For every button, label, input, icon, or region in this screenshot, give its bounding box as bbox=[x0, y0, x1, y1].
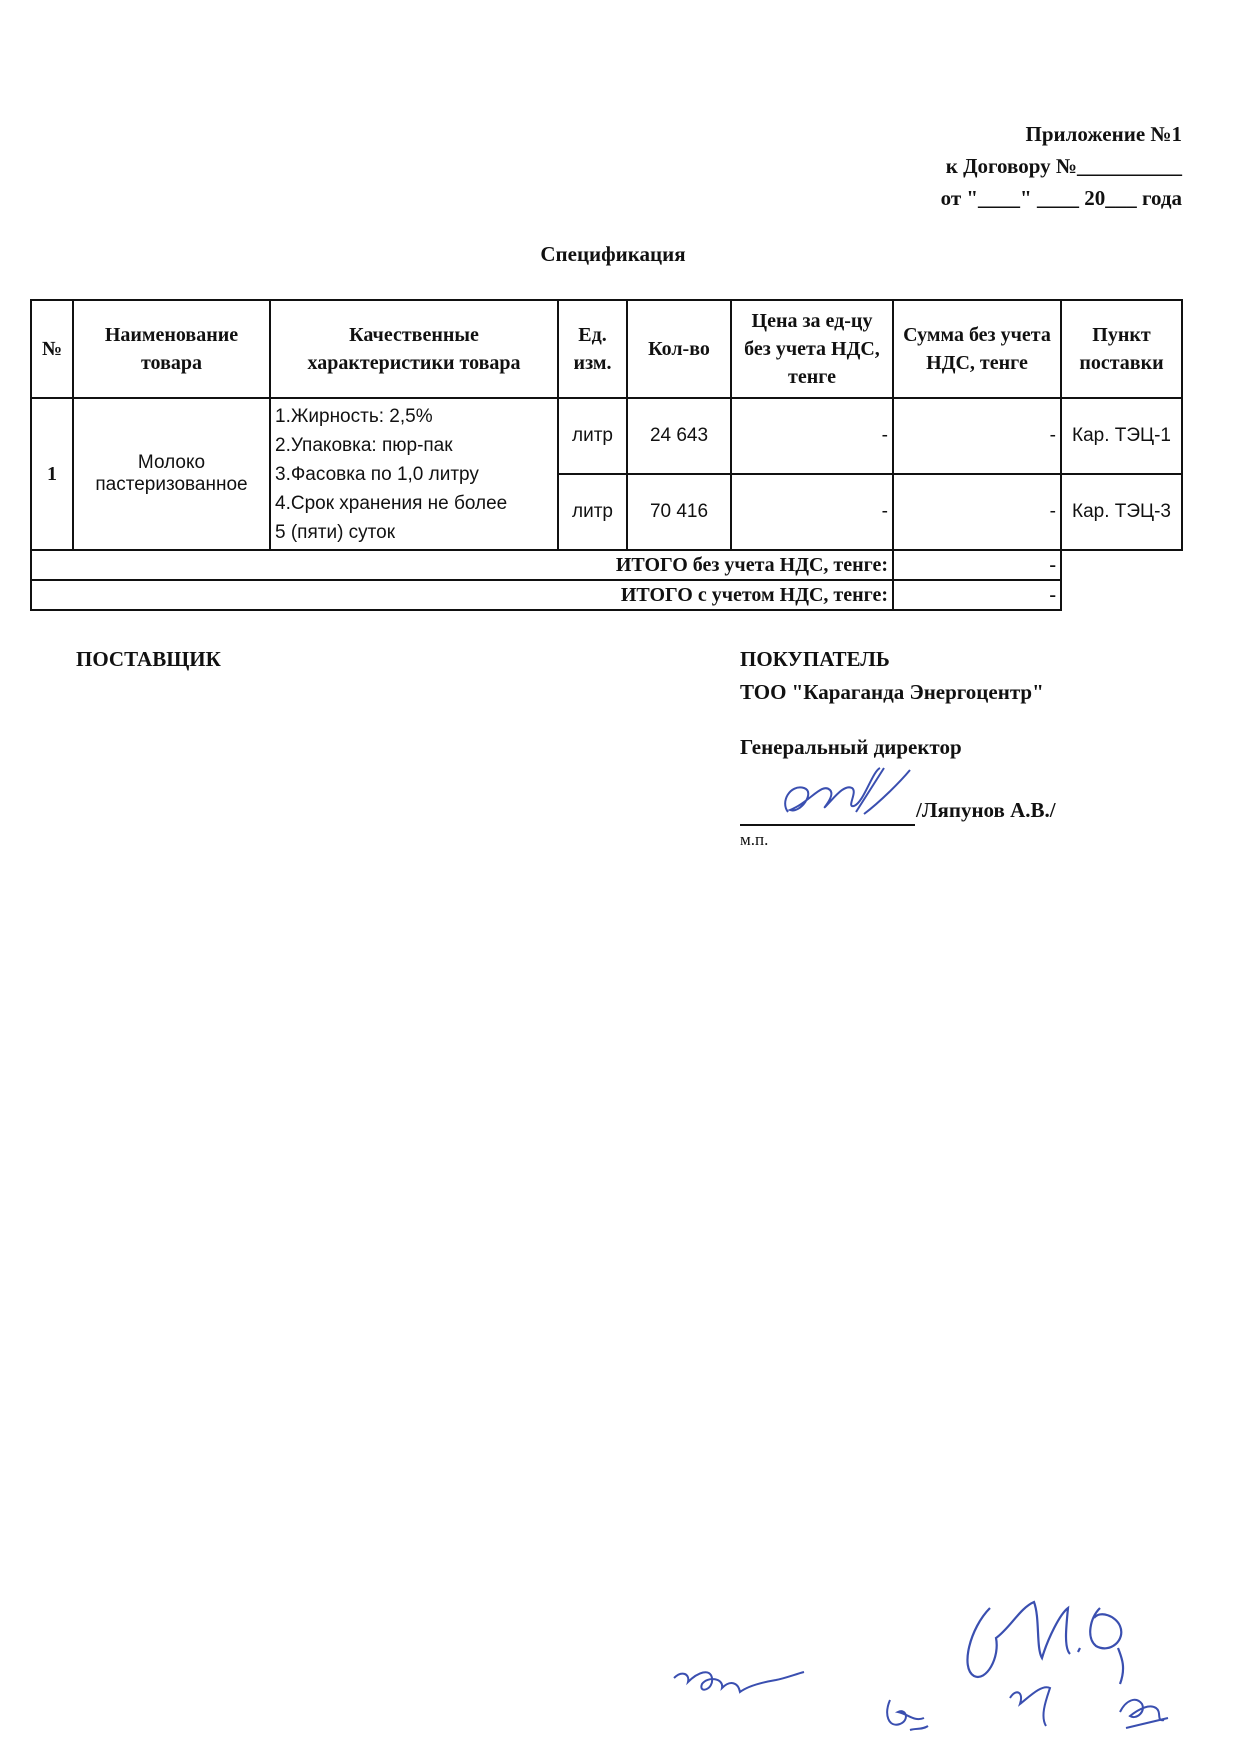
buyer-block bbox=[740, 643, 1044, 709]
header-quality: Качественные характеристики товара bbox=[270, 300, 558, 398]
total-vat-label: ИТОГО с учетом НДС, тенге: bbox=[31, 580, 893, 610]
contract-date-line: от "____" ____ 20___ года bbox=[940, 186, 1182, 210]
total-no-vat-value: - bbox=[893, 550, 1061, 580]
header-sum: Сумма без учета НДС, тенге bbox=[893, 300, 1061, 398]
table-header-row bbox=[31, 300, 1182, 398]
row-qty: 24 643 bbox=[627, 398, 731, 474]
buyer-signatory-name: /Ляпунов А.В./ bbox=[916, 798, 1056, 822]
row-sum: - bbox=[893, 398, 1061, 474]
supplier-block bbox=[76, 643, 221, 676]
bottom-initials-3 bbox=[950, 1588, 1180, 1738]
buyer-label: ПОКУПАТЕЛЬ bbox=[740, 647, 890, 671]
quality-line: 1.Жирность: 2,5% bbox=[275, 405, 433, 427]
quality-line: 2.Упаковка: пюр-пак bbox=[275, 434, 453, 456]
total-vat-row bbox=[31, 580, 1182, 610]
row-unit: литр bbox=[558, 474, 627, 550]
supplier-label: ПОСТАВЩИК bbox=[76, 647, 221, 671]
appendix-title: Приложение №1 bbox=[1025, 122, 1182, 146]
header-name: Наименование товара bbox=[73, 300, 270, 398]
table-row bbox=[31, 398, 1182, 474]
header-num: № bbox=[31, 300, 73, 398]
quality-line: 3.Фасовка по 1,0 литру bbox=[275, 463, 479, 485]
header-qty: Кол-во bbox=[627, 300, 731, 398]
total-vat-value: - bbox=[893, 580, 1061, 610]
buyer-company: ТОО "Караганда Энергоцентр" bbox=[740, 680, 1044, 704]
total-no-vat-label: ИТОГО без учета НДС, тенге: bbox=[31, 550, 893, 580]
row-qty: 70 416 bbox=[627, 474, 731, 550]
item-quality bbox=[270, 398, 558, 550]
quality-line: 4.Срок хранения не более bbox=[275, 492, 508, 514]
item-number: 1 bbox=[31, 398, 73, 550]
item-name: Молоко пастеризованное bbox=[73, 398, 270, 550]
header-unit: Ед. изм. bbox=[558, 300, 627, 398]
buyer-position: Генеральный директор bbox=[740, 735, 962, 759]
row-price: - bbox=[731, 398, 893, 474]
appendix-header bbox=[941, 118, 1182, 214]
bottom-initials-1 bbox=[668, 1658, 808, 1718]
bottom-initials-2 bbox=[880, 1690, 940, 1740]
row-price: - bbox=[731, 474, 893, 550]
total-no-vat-row bbox=[31, 550, 1182, 580]
row-sum: - bbox=[893, 474, 1061, 550]
contract-number-line: к Договору №__________ bbox=[945, 154, 1182, 178]
document-title: Спецификация bbox=[540, 242, 686, 266]
header-price: Цена за ед-цу без учета НДС, тенге bbox=[731, 300, 893, 398]
stamp-placeholder: м.п. bbox=[740, 830, 769, 849]
row-unit: литр bbox=[558, 398, 627, 474]
specification-table bbox=[30, 299, 1183, 611]
director-signature bbox=[760, 762, 930, 832]
quality-line: 5 (пяти) суток bbox=[275, 521, 396, 543]
header-point: Пункт поставки bbox=[1061, 300, 1182, 398]
row-delivery-point: Кар. ТЭЦ-3 bbox=[1061, 474, 1182, 550]
row-delivery-point: Кар. ТЭЦ-1 bbox=[1061, 398, 1182, 474]
